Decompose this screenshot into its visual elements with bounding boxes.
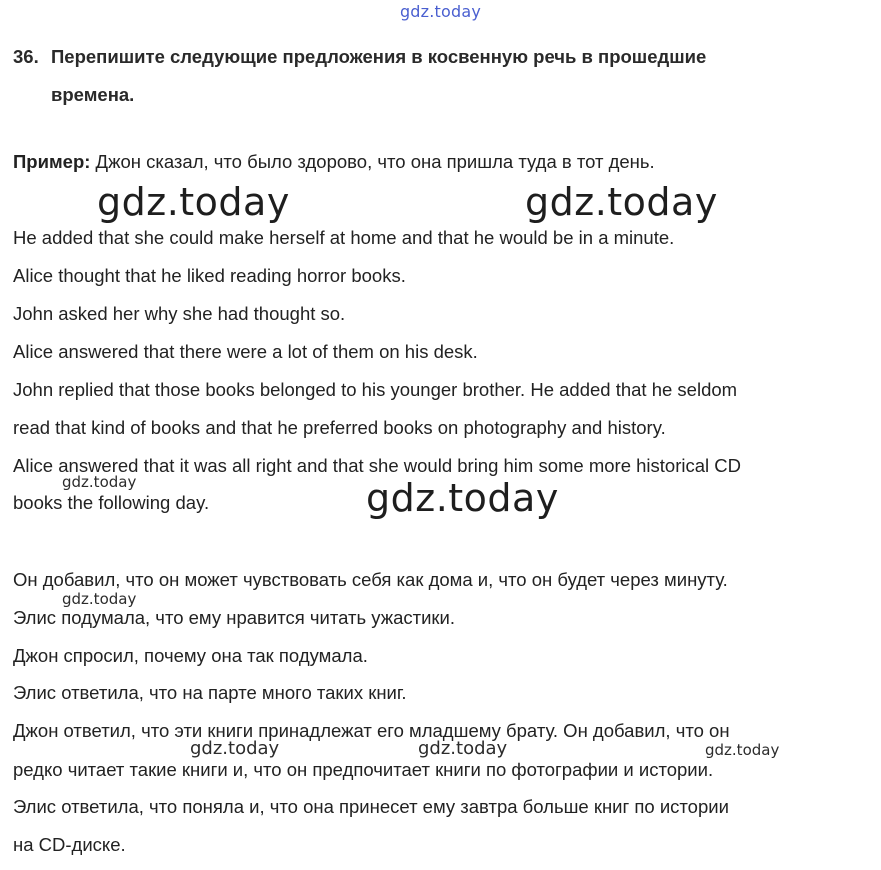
russian-line-4: Элис ответила, что на парте много таких книг. [13, 682, 407, 703]
english-line-1: He added that she could make herself at home and that he would be in a minute. [13, 227, 675, 248]
watermark-small-4: gdz.today [418, 738, 508, 759]
example-line [13, 147, 655, 177]
task-title-line2: времена. [51, 84, 135, 105]
example-text: Джон сказал, что было здорово, что она пришла туда в тот день. [90, 151, 655, 172]
example-label: Пример: [13, 151, 91, 172]
task-title [13, 38, 869, 114]
watermark-small-3: gdz.today [190, 738, 280, 759]
russian-line-7: Элис ответила, что поняла и, что она принесет ему завтра больше книг по истории [13, 796, 729, 817]
watermark-big-left: gdz.today [97, 180, 290, 224]
english-line-6: read that kind of books and that he preferred books on photography and history. [13, 417, 666, 438]
watermark-top: gdz.today [399, 2, 482, 21]
watermark-small-5: gdz.today [705, 741, 780, 759]
russian-line-5: Джон ответил, что эти книги принадлежат его младшему брату. Он добавил, что он [13, 720, 730, 741]
english-line-2: Alice thought that he liked reading horror books. [13, 265, 406, 286]
russian-line-3: Джон спросил, почему она так подумала. [13, 645, 368, 666]
english-line-8: books the following day. [13, 492, 210, 513]
russian-line-1: Он добавил, что он может чувствовать себя как дома и, что он будет через минуту. [13, 569, 728, 590]
english-line-5: John replied that those books belonged to his younger brother. He added that he seldom [13, 379, 738, 400]
task-number: 36. [13, 46, 39, 67]
english-line-3: John asked her why she had thought so. [13, 303, 346, 324]
watermark-small-1: gdz.today [62, 473, 137, 491]
russian-line-2: Элис подумала, что ему нравится читать ужастики. [13, 607, 455, 628]
watermark-big-center: gdz.today [366, 476, 559, 520]
task-title-line1: Перепишите следующие предложения в косвенную речь в прошедшие [51, 46, 707, 67]
english-line-4: Alice answered that there were a lot of them on his desk. [13, 341, 478, 362]
english-line-7: Alice answered that it was all right and that she would bring him some more historical CD [13, 455, 741, 476]
watermark-small-2: gdz.today [62, 590, 137, 608]
russian-line-8: на CD-диске. [13, 834, 126, 855]
russian-line-6: редко читает такие книги и, что он предпочитает книги по фотографии и истории. [13, 759, 714, 780]
watermark-big-right: gdz.today [525, 180, 718, 224]
